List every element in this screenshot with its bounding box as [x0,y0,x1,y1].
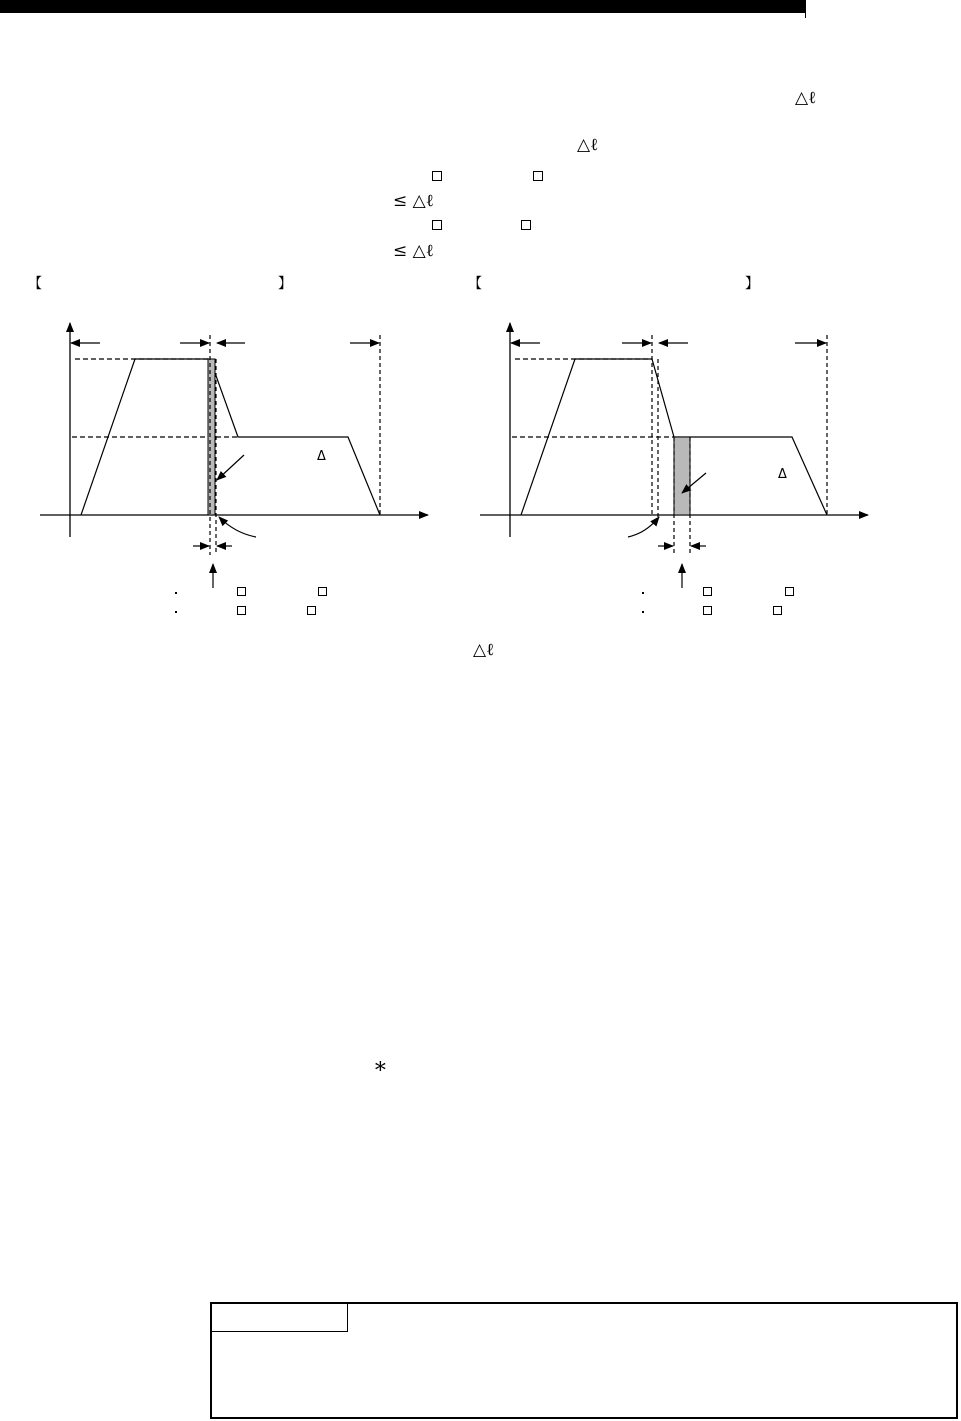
header-bar-edge [805,0,806,18]
checkbox-glyph [703,587,712,596]
legend-dot [642,611,644,613]
checkbox-glyph [521,220,531,230]
checkbox-glyph [773,606,782,615]
checkbox-glyph [237,587,246,596]
checkbox-glyph [307,606,316,615]
checkbox-glyph [432,171,442,181]
legend-dot [175,592,177,594]
asterisk-mark: ∗ [373,1054,388,1079]
speed-profile-line [81,359,380,515]
left-caption-bracket-open: 【 [28,276,42,292]
checkbox-glyph [785,587,794,596]
le-delta-ell-expression: ≤ △ℓ [393,191,434,211]
delta-ell-symbol: △ℓ [473,640,495,660]
checkbox-glyph [237,606,246,615]
right-speed-diagram [470,315,880,595]
checkbox-glyph [703,606,712,615]
checkbox-glyph [318,587,327,596]
legend-dot [175,611,177,613]
right-caption-bracket-close: 】 [745,276,759,292]
left-caption-bracket-close: 】 [278,276,292,292]
left-speed-diagram [30,315,440,595]
delta-label: Δ [317,449,326,464]
delta-label: Δ [778,467,787,482]
delta-ell-symbol: △ℓ [795,88,817,108]
header-bar [0,0,805,13]
legend-dot [642,592,644,594]
checkbox-glyph [533,171,543,181]
note-label-tab [210,1302,348,1332]
le-delta-ell-expression: ≤ △ℓ [393,241,434,261]
right-caption-bracket-open: 【 [468,276,482,292]
checkbox-glyph [432,220,442,230]
delta-ell-symbol: △ℓ [577,135,599,155]
